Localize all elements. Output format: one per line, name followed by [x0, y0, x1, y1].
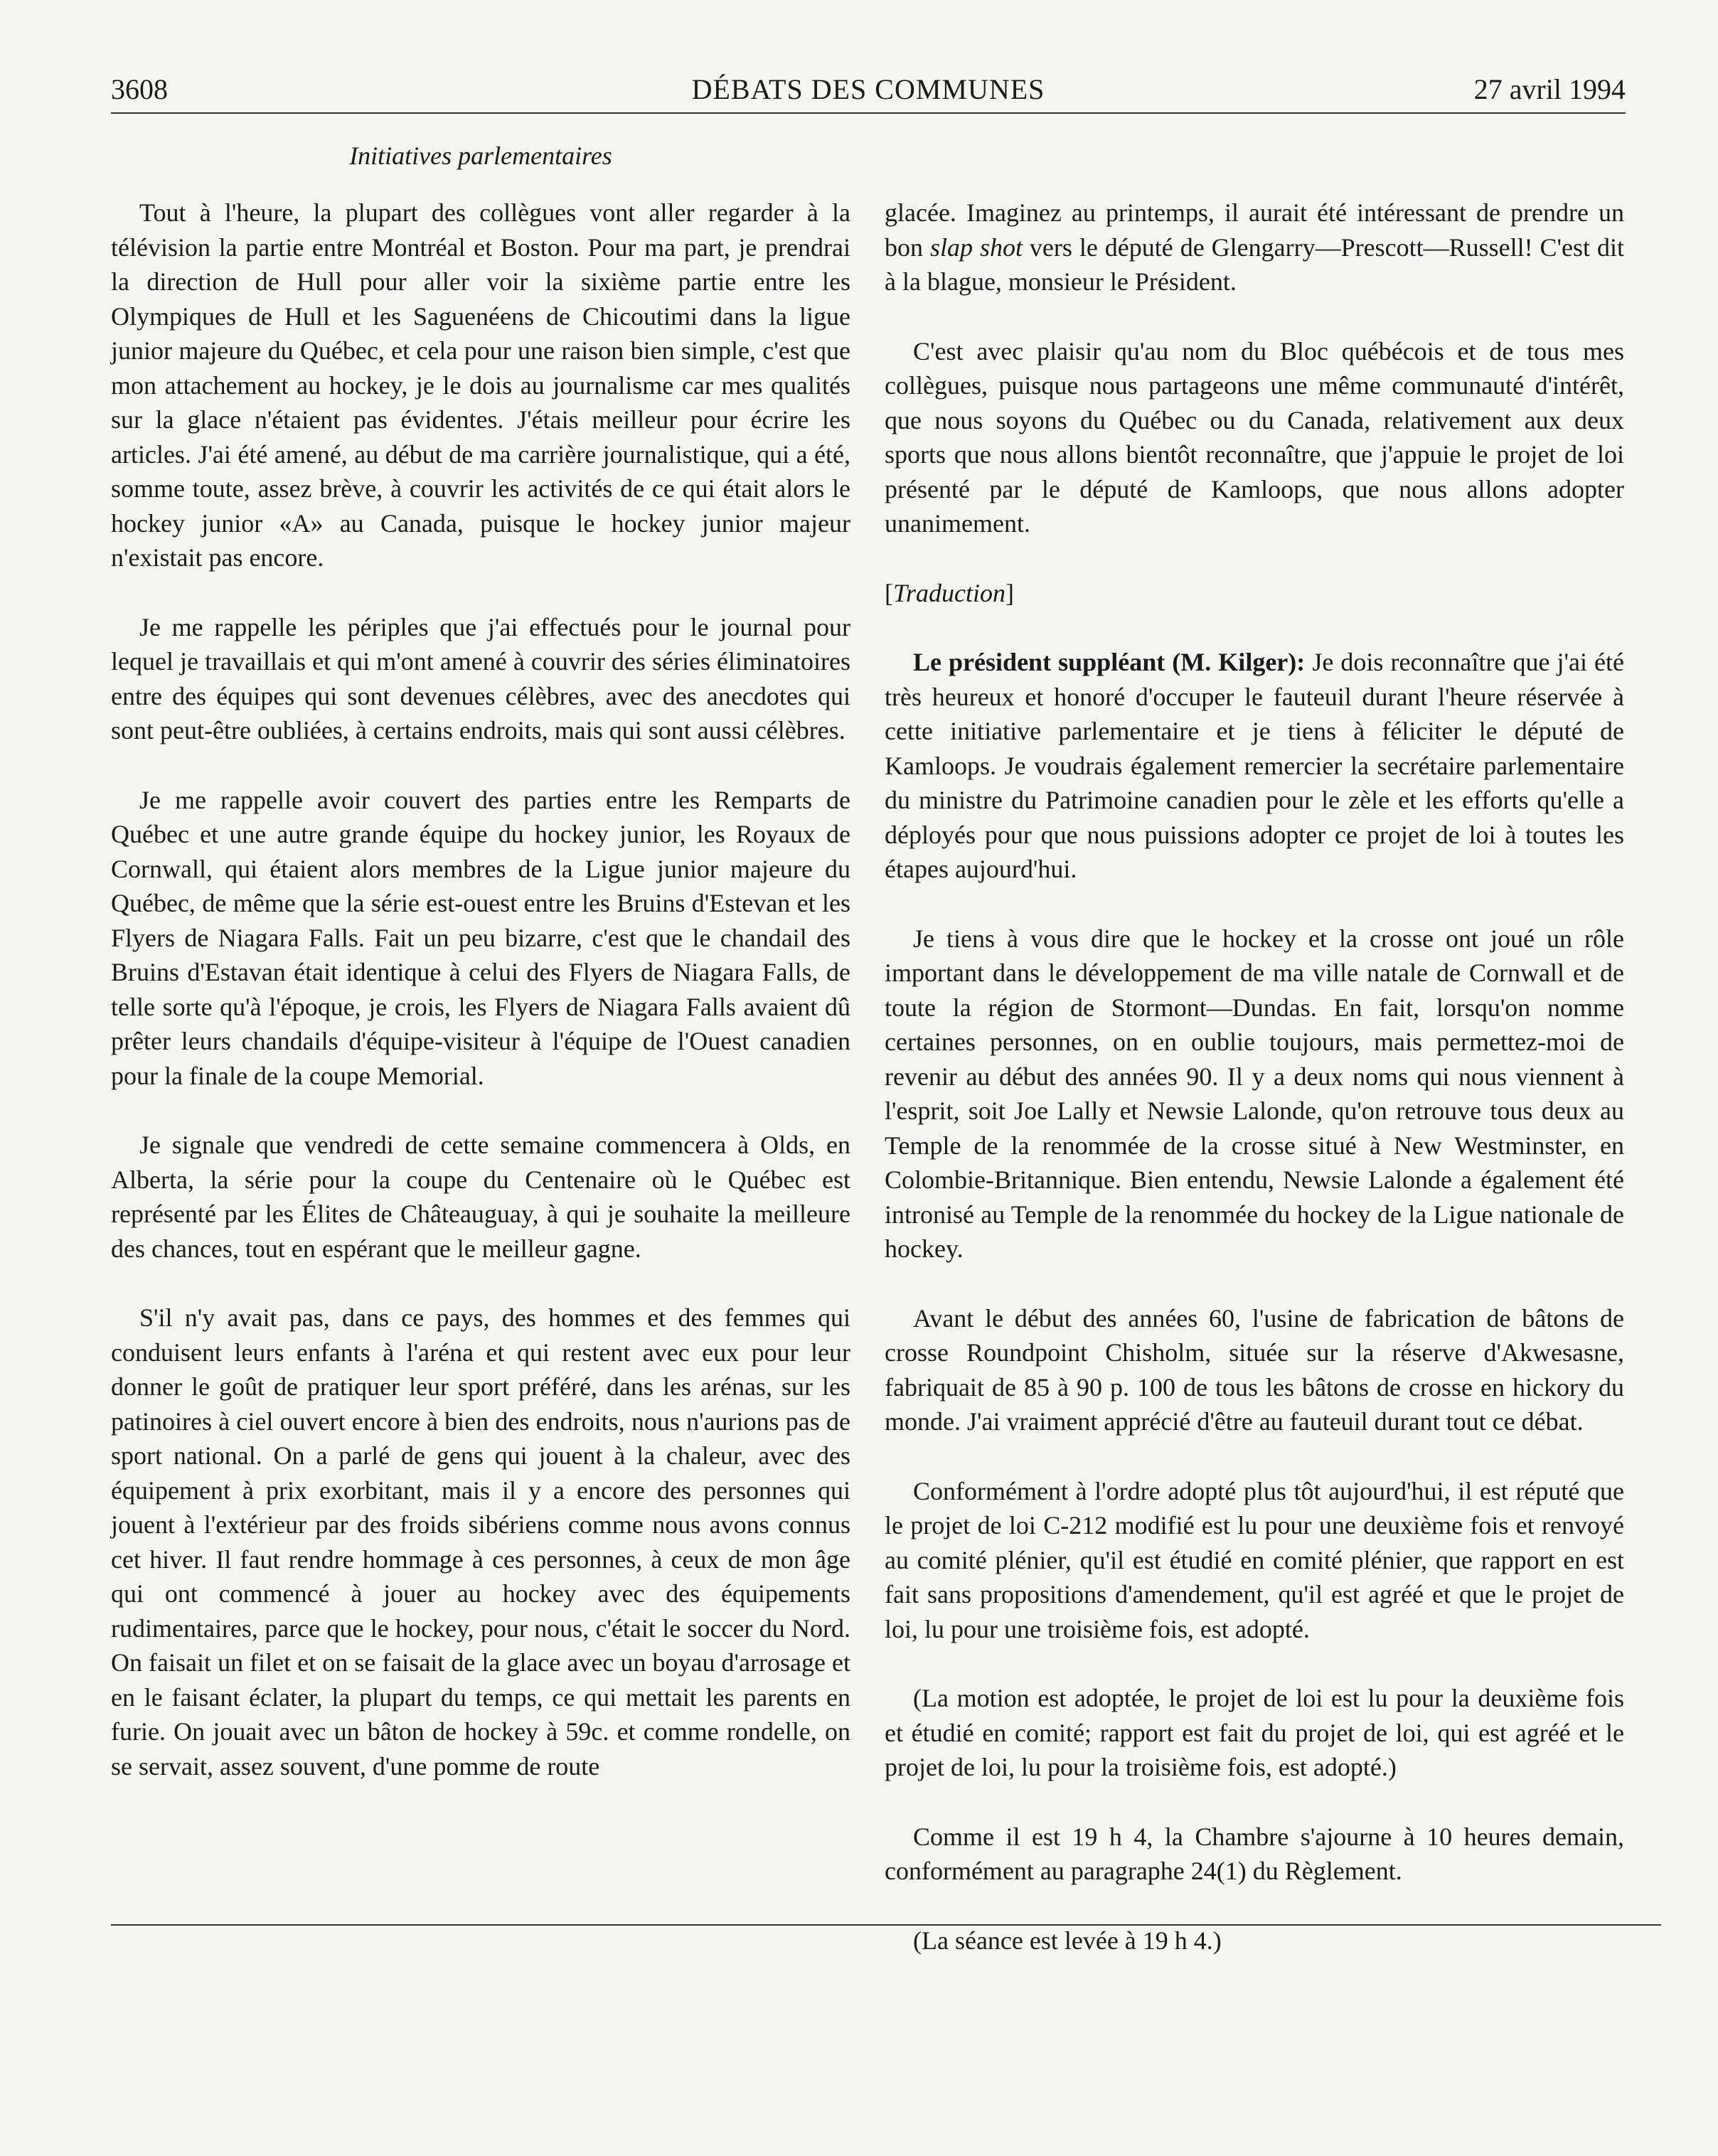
paragraph: S'il n'y avait pas, dans ce pays, des hommes et des femmes qui conduisent leurs enfants à l'aréna et qui restent avec eux pour leur donner le goût de pratiquer leur sport préféré, dans les arénas, sur les patinoires à ciel ouvert encore à bien des endroits, nous n'aurions pas de sport national. On a parlé de gens qui jouent à la chaleur, avec des équipement à prix exorbitant, mais il y a encore des personnes qui jouent à l'extérieur par des froids sibériens comme nous avons connus cet hiver. Il faut rendre hommage à ces personnes, à ceux de mon âge qui ont commencé à jouer au hockey avec des équipements rudimentaires, parce que le hockey, pour nous, c'était le soccer du Nord. On faisait un filet et on se faisait de la glace avec un boyau d'arrosage et en le faisant éclater, la plupart du temps, ce qui mettait les parents en furie. On jouait avec un bâton de hockey à 59c. et comme rondelle, on se servait, assez souvent, d'une pomme de route: [111, 1303, 850, 1781]
paragraph: Conformément à l'ordre adopté plus tôt aujourd'hui, il est réputé que le projet de loi C-212 modifié est lu pour une deuxième fois et renvoyé au comité plénier, qu'il est étudié en comité plénier, que rapport en est fait sans propositions d'amendement, qu'il est agréé et que le projet de loi, lu pour une troisième fois, est adopté.: [885, 1476, 1624, 1643]
paragraph: Avant le début des années 60, l'usine de fabrication de bâtons de crosse Roundpoint Chisholm, située sur la réserve d'Akwesasne, fabriquait de 85 à 90 p. 100 de tous les bâtons de crosse en hickory du monde. J'ai vraiment apprécié d'être au fauteuil durant tout ce débat.: [885, 1303, 1624, 1436]
paragraph: Je signale que vendredi de cette semaine commencera à Olds, en Alberta, la série pour la coupe du Centenaire où le Québec est représenté par les Élites de Châteauguay, à qui je souhaite la meilleure des chances, tout en espérant que le meilleur gagne.: [111, 1131, 850, 1263]
header-rule: [111, 112, 1626, 114]
paragraph-continuation: [885, 196, 1624, 299]
speaker-name: Le président suppléant (M. Kilger):: [913, 648, 1306, 676]
paragraph: Tout à l'heure, la plupart des collègues vont aller regarder à la télévision la partie entre Montréal et Boston. Pour ma part, je prendrai la direction de Hull pour aller voir la sixième partie entre les Olympiques de Hull et les Saguenéens de Chicoutimi dans la ligue junior majeure du Québec, et cela pour une raison bien simple, c'est que mon attachement au hockey, je le dois au journalisme car mes qualités sur la glace n'étaient pas évidentes. J'étais meilleur pour écrire les articles. J'ai été amené, au début de ma carrière journalistique, qui a été, somme toute, assez brève, à couvrir les activités de ce qui était alors le hockey junior «A» au Canada, puisque le hockey junior majeur n'existait pas encore.: [111, 198, 850, 572]
speaker-text: Je dois reconnaître que j'ai été très heureux et honoré d'occuper le fauteuil durant l'heure réservée à cette initiative parlementaire et je tiens à féliciter le député de Kamloops. Je voudrais également remercier la secrétaire parlementaire du ministre du Patrimoine canadien pour le zèle et les efforts qu'elle a déployés pour que nous puissions adopter ce projet de loi à toutes les étapes aujourd'hui.: [885, 648, 1624, 883]
page-number: 3608: [111, 73, 168, 105]
paragraph: Je me rappelle les périples que j'ai effectués pour le journal pour lequel je travaillais et qui m'ont amené à couvrir des séries éliminatoires entre des équipes qui sont devenues célèbres, avec des anecdotes qui sont peut-être oubliées, à certains endroits, mais qui sont aussi célèbres.: [111, 612, 850, 745]
paragraph: Je me rappelle avoir couvert des parties entre les Remparts de Québec et une autre grande équipe du hockey junior, les Royaux de Cornwall, qui étaient alors membres de la Ligue junior majeure du Québec, de même que la série est-ouest entre les Bruins d'Estevan et les Flyers de Niagara Falls. Fait un peu bizarre, c'est que le chandail des Bruins d'Estavan était identique à celui des Flyers de Niagara Falls, de telle sorte qu'à l'époque, je crois, les Flyers de Niagara Falls avaient dû prêter leurs chandails d'équipe-visiteur à l'équipe de l'Ouest canadien pour la finale de la coupe Memorial.: [111, 785, 850, 1090]
left-column: [111, 139, 850, 1818]
paragraph: (La séance est levée à 19 h 4.): [913, 1926, 1222, 1955]
journal-title: DÉBATS DES COMMUNES: [691, 73, 1045, 105]
header-date: 27 avril 1994: [1473, 73, 1626, 105]
speaker-paragraph: [885, 645, 1624, 887]
right-column: [885, 196, 1624, 1992]
translation-tag: [Traduction]: [885, 578, 1015, 607]
paragraph: Comme il est 19 h 4, la Chambre s'ajourne à 10 heures demain, conformément au paragraphe 24(1) du Règlement.: [885, 1822, 1624, 1885]
section-title: Initiatives parlementaires: [349, 142, 612, 170]
footer-rule: [111, 1924, 1661, 1926]
page-header: [111, 68, 1626, 111]
paragraph: Je tiens à vous dire que le hockey et la crosse ont joué un rôle important dans le développement de ma ville natale de Cornwall et de toute la région de Stormont—Dundas. En fait, lorsqu'on nomme certaines personnes, on en oublie toujours, mais permettez-moi de revenir au début des années 90. Il y a deux noms qui nous viennent à l'esprit, soit Joe Lally et Newsie Lalonde, qu'on retrouve tous deux au Temple de la renommée de la crosse situé à New Westminster, en Colombie-Britannique. Bien entendu, Newsie Lalonde a également été intronisé au Temple de la renommée du hockey de la Ligue nationale de hockey.: [885, 924, 1624, 1263]
continuation-text: glacée. Imaginez au printemps, il aurait été intéressant de prendre un bon slap shot vers le député de Glengarry—Prescott—Russell! C'est dit à la blague, monsieur le Président.: [885, 198, 1625, 296]
paragraph: (La motion est adoptée, le projet de loi est lu pour la deuxième fois et étudié en comité; rapport est fait du projet de loi, qui est agréé et le projet de loi, lu pour la troisième fois, est adopté.): [885, 1684, 1624, 1781]
paragraph: C'est avec plaisir qu'au nom du Bloc québécois et de tous mes collègues, puisque nous partageons une même communauté d'intérêt, que nous soyons du Québec ou du Canada, relativement aux deux sports que nous allons bientôt reconnaître, que j'appuie le projet de loi présenté par le député de Kamloops, que nous allons adopter unanimement.: [885, 336, 1624, 538]
